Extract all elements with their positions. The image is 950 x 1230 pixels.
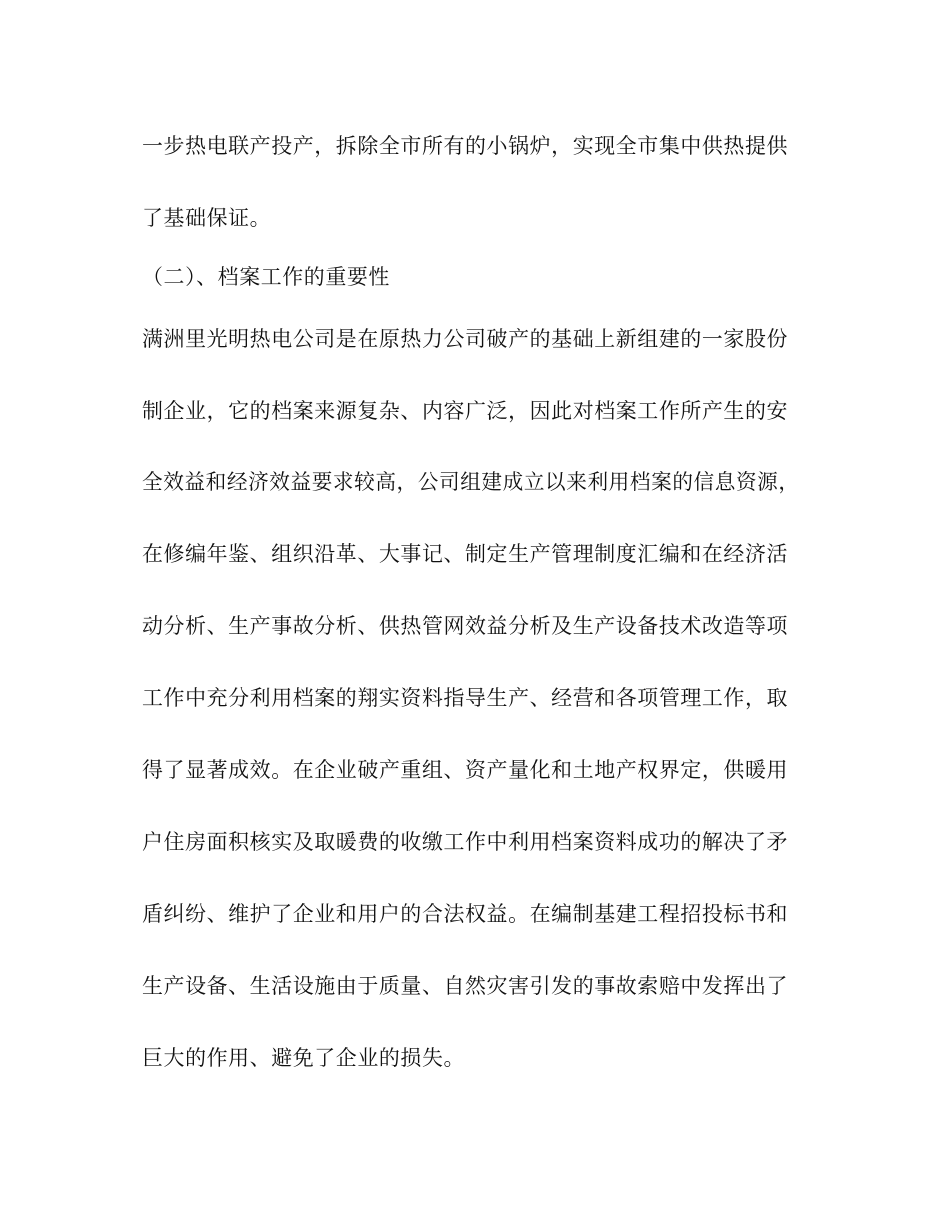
text-line-4: 满洲里光明热电公司是在原热力公司破产的基础上新组建的一家股份	[142, 327, 789, 351]
text-line-10: 得了显著成效。在企业破产重组、资产量化和土地产权界定，供暖用	[142, 758, 789, 782]
text-line-9: 工作中充分利用档案的翔实资料指导生产、经营和各项管理工作，取	[142, 686, 789, 710]
text-line-6: 全效益和经济效益要求较高，公司组建成立以来利用档案的信息资源，	[142, 470, 800, 494]
text-line-1: 一步热电联产投产，拆除全市所有的小锅炉，实现全市集中供热提供	[142, 134, 789, 158]
text-line-11: 户住房面积核实及取暖费的收缴工作中利用档案资料成功的解决了矛	[142, 830, 789, 854]
text-line-14: 巨大的作用、避免了企业的损失。	[142, 1046, 466, 1070]
text-line-5: 制企业，它的档案来源复杂、内容广泛，因此对档案工作所产生的安	[142, 399, 789, 423]
text-line-2: 了基础保证。	[142, 206, 272, 230]
text-line-12: 盾纠纷、维护了企业和用户的合法权益。在编制基建工程招投标书和	[142, 902, 789, 926]
text-line-8: 动分析、生产事故分析、供热管网效益分析及生产设备技术改造等项	[142, 614, 789, 638]
text-line-13: 生产设备、生活设施由于质量、自然灾害引发的事故索赔中发挥出了	[142, 974, 789, 998]
section-heading: （二）、档案工作的重要性	[142, 265, 390, 289]
text-line-7: 在修编年鉴、组织沿革、大事记、制定生产管理制度汇编和在经济活	[142, 542, 789, 566]
